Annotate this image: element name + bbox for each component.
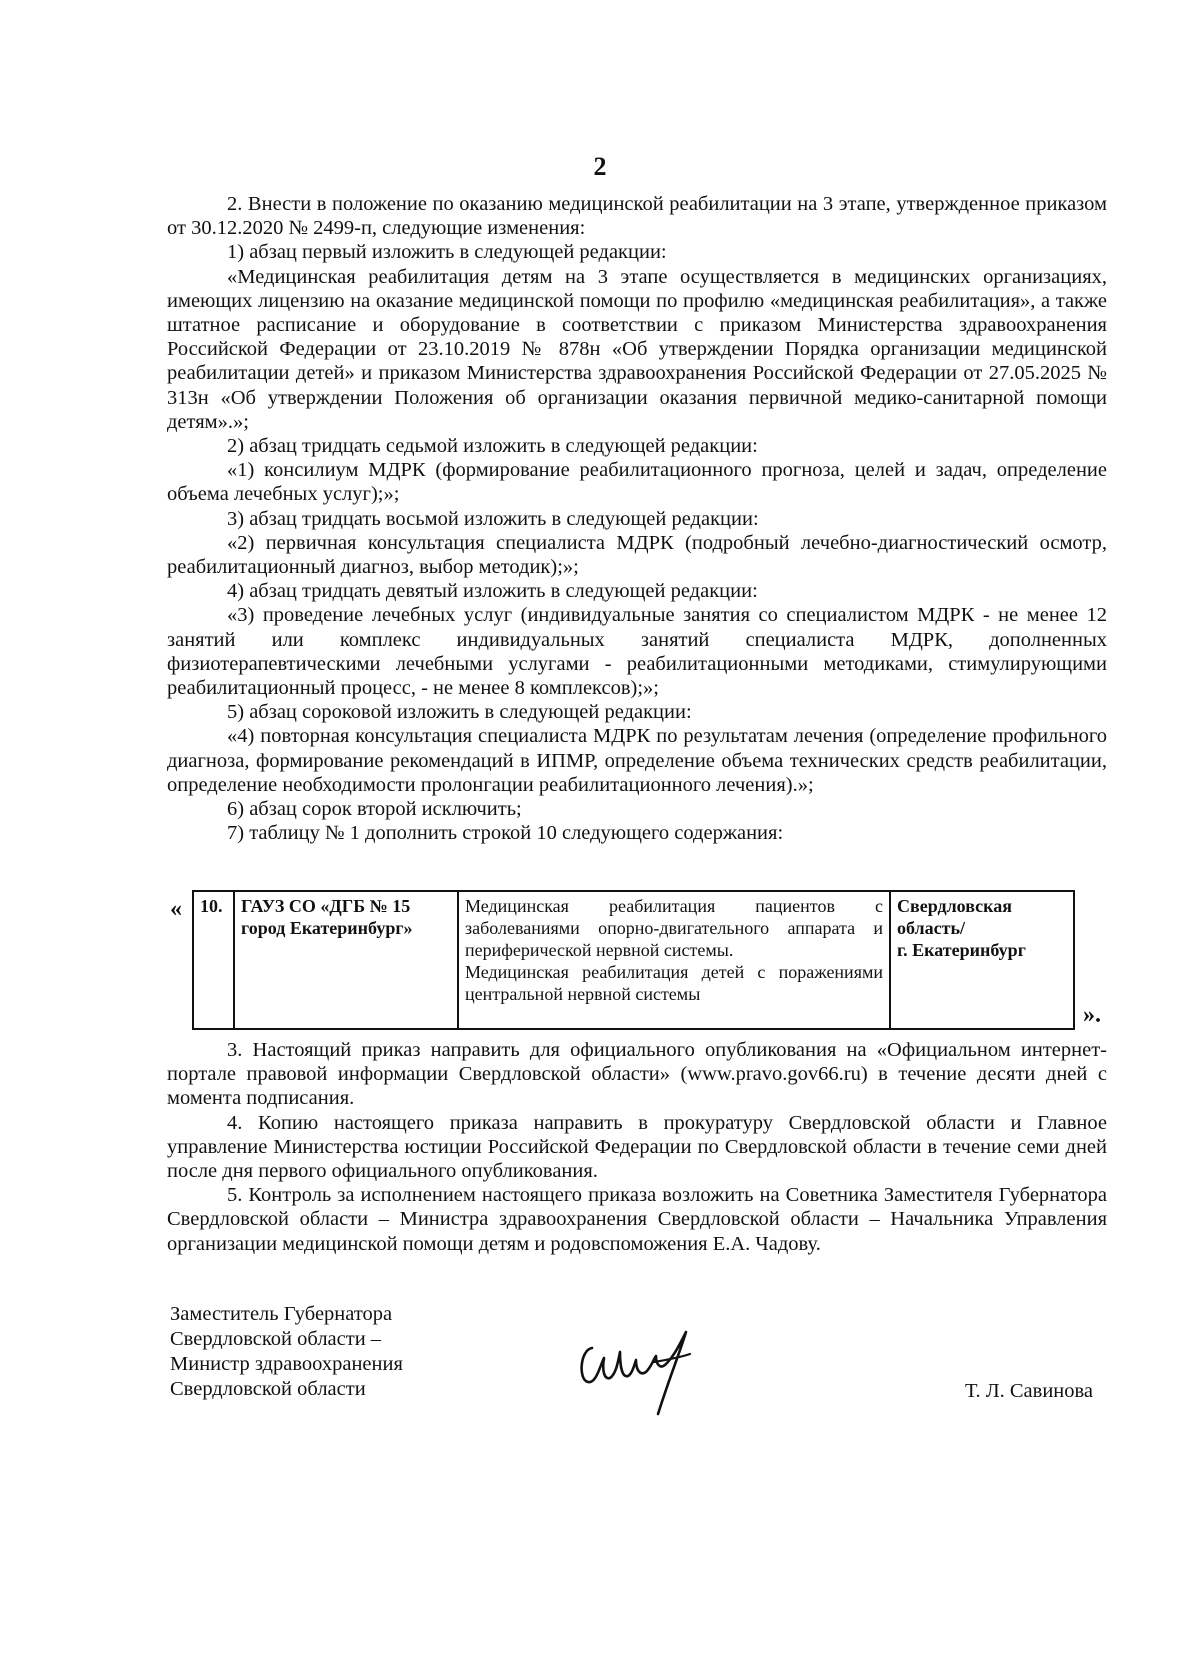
cell-region — [890, 891, 1074, 1029]
paragraph-2-item-3: 3) абзац тридцать восьмой изложить в следующей редакции: — [227, 507, 759, 530]
inserted-table — [192, 890, 1075, 1030]
paragraph-2-item-1-text: «Медицинская реабилитация детям на 3 этапе осуществляется в медицинских организациях, имеющих лицензию на оказание медицинской помощи по профилю «медицинская реабилитация», а также штатное расписание и оборудование в соответствии с приказом Министерства здравоохранения Российской Федерации от 23.10.2019 № 878н «Об утверждении Порядка организации медицинской реабилитации детей» и приказом Министерства здравоохранения Российской Федерации от 27.05.2025 № 313н «Об утверждении Положения об организации оказания первичной медико-санитарной помощи детям».»; — [167, 265, 1107, 433]
paragraph-5: 5. Контроль за исполнением настоящего приказа возложить на Советника Заместителя Губернатора Свердловской области – Министра здравоохранения Свердловской области – Начальника Управления организации медицинской помощи детям и родовспоможения Е.А. Чадову. — [167, 1184, 1107, 1255]
table-open-quote: « — [170, 896, 182, 922]
paragraph-2-item-3-text: «2) первичная консультация специалиста МДРК (подробный лечебно-диагностический осмотр, реабилитационный диагноз, выбор методик);»; — [167, 531, 1107, 579]
paragraph-2-item-1: 1) абзац первый изложить в следующей редакции: — [227, 241, 667, 264]
profile-line-2: Медицинская реабилитация детей с поражениями центральной нервной системы — [465, 962, 883, 1004]
signatory-position — [170, 1302, 403, 1402]
paragraph-2-item-5-text: «4) повторная консультация специалиста МДРК по результатам лечения (определение профильного диагноза, формирование рекомендаций в ИПМР, определение объема технических средств реабилитации, определение необходимости пролонгации реабилитационного лечения).»; — [167, 725, 1107, 796]
position-line-2: Свердловской области – — [170, 1328, 382, 1350]
region-line-2: г. Екатеринбург — [897, 940, 1026, 960]
cell-profile — [458, 891, 890, 1029]
paragraph-4: 4. Копию настоящего приказа направить в прокуратуру Свердловской области и Главное управление Министерства юстиции Российской Федерации по Свердловской области в течение семи дней после дня первого официального опубликования. — [167, 1111, 1107, 1183]
paragraph-2-item-4-text: «3) проведение лечебных услуг (индивидуальные занятия со специалистом МДРК - не менее 12 занятий или комплекс индивидуальных занятий специалиста МДРК, дополненных физиотерапевтическими лечебными услугами - реабилитационными методиками, стимулирующими реабилитационный процесс, - не менее 8 комплексов);»; — [167, 604, 1107, 700]
paragraph-2-item-7: 7) таблицу № 1 дополнить строкой 10 следующего содержания: — [227, 822, 784, 845]
paragraph-2-item-5: 5) абзац сороковой изложить в следующей редакции: — [227, 701, 692, 724]
region-line-1: Свердловская область/ — [897, 896, 1013, 938]
paragraph-2: 2. Внести в положение по оказанию медицинской реабилитации на 3 этапе, утвержденное приказом от 30.12.2020 № 2499-п, следующие изменения: — [167, 193, 1107, 240]
inserted-table-block — [170, 890, 1110, 1032]
signatory-name: Т. Л. Савинова — [965, 1380, 1094, 1402]
position-line-4: Свердловской области — [170, 1378, 366, 1400]
table-row — [193, 891, 1074, 1029]
position-line-1: Заместитель Губернатора — [170, 1303, 393, 1325]
final-provisions — [167, 1038, 1107, 1256]
paragraph-3: 3. Настоящий приказ направить для официального опубликования на «Официальном интернет-портале правовой информации Свердловской области» (www.pravo.gov66.ru) в течение десяти дней с момента подписания. — [167, 1039, 1107, 1110]
table-close-quote: ». — [1083, 1002, 1101, 1028]
cell-number: 10. — [193, 891, 234, 1029]
amendments-section — [167, 192, 1107, 845]
page-number: 2 — [593, 152, 607, 181]
paragraph-2-item-2-text: «1) консилиум МДРК (формирование реабилитационного прогноза, целей и задач, определение объема лечебных услуг);»; — [167, 459, 1107, 506]
handwritten-signature — [570, 1318, 710, 1418]
paragraph-2-item-6: 6) абзац сорок второй исключить; — [227, 798, 522, 821]
position-line-3: Министр здравоохранения — [170, 1353, 403, 1375]
profile-line-1: Медицинская реабилитация пациентов с заболеваниями опорно-двигательного аппарата и периферической нервной системы. — [465, 896, 883, 960]
cell-organization: ГАУЗ СО «ДГБ № 15 город Екатеринбург» — [234, 891, 458, 1029]
paragraph-2-item-2: 2) абзац тридцать седьмой изложить в следующей редакции: — [227, 435, 758, 458]
paragraph-2-item-4: 4) абзац тридцать девятый изложить в следующей редакции: — [227, 580, 758, 603]
